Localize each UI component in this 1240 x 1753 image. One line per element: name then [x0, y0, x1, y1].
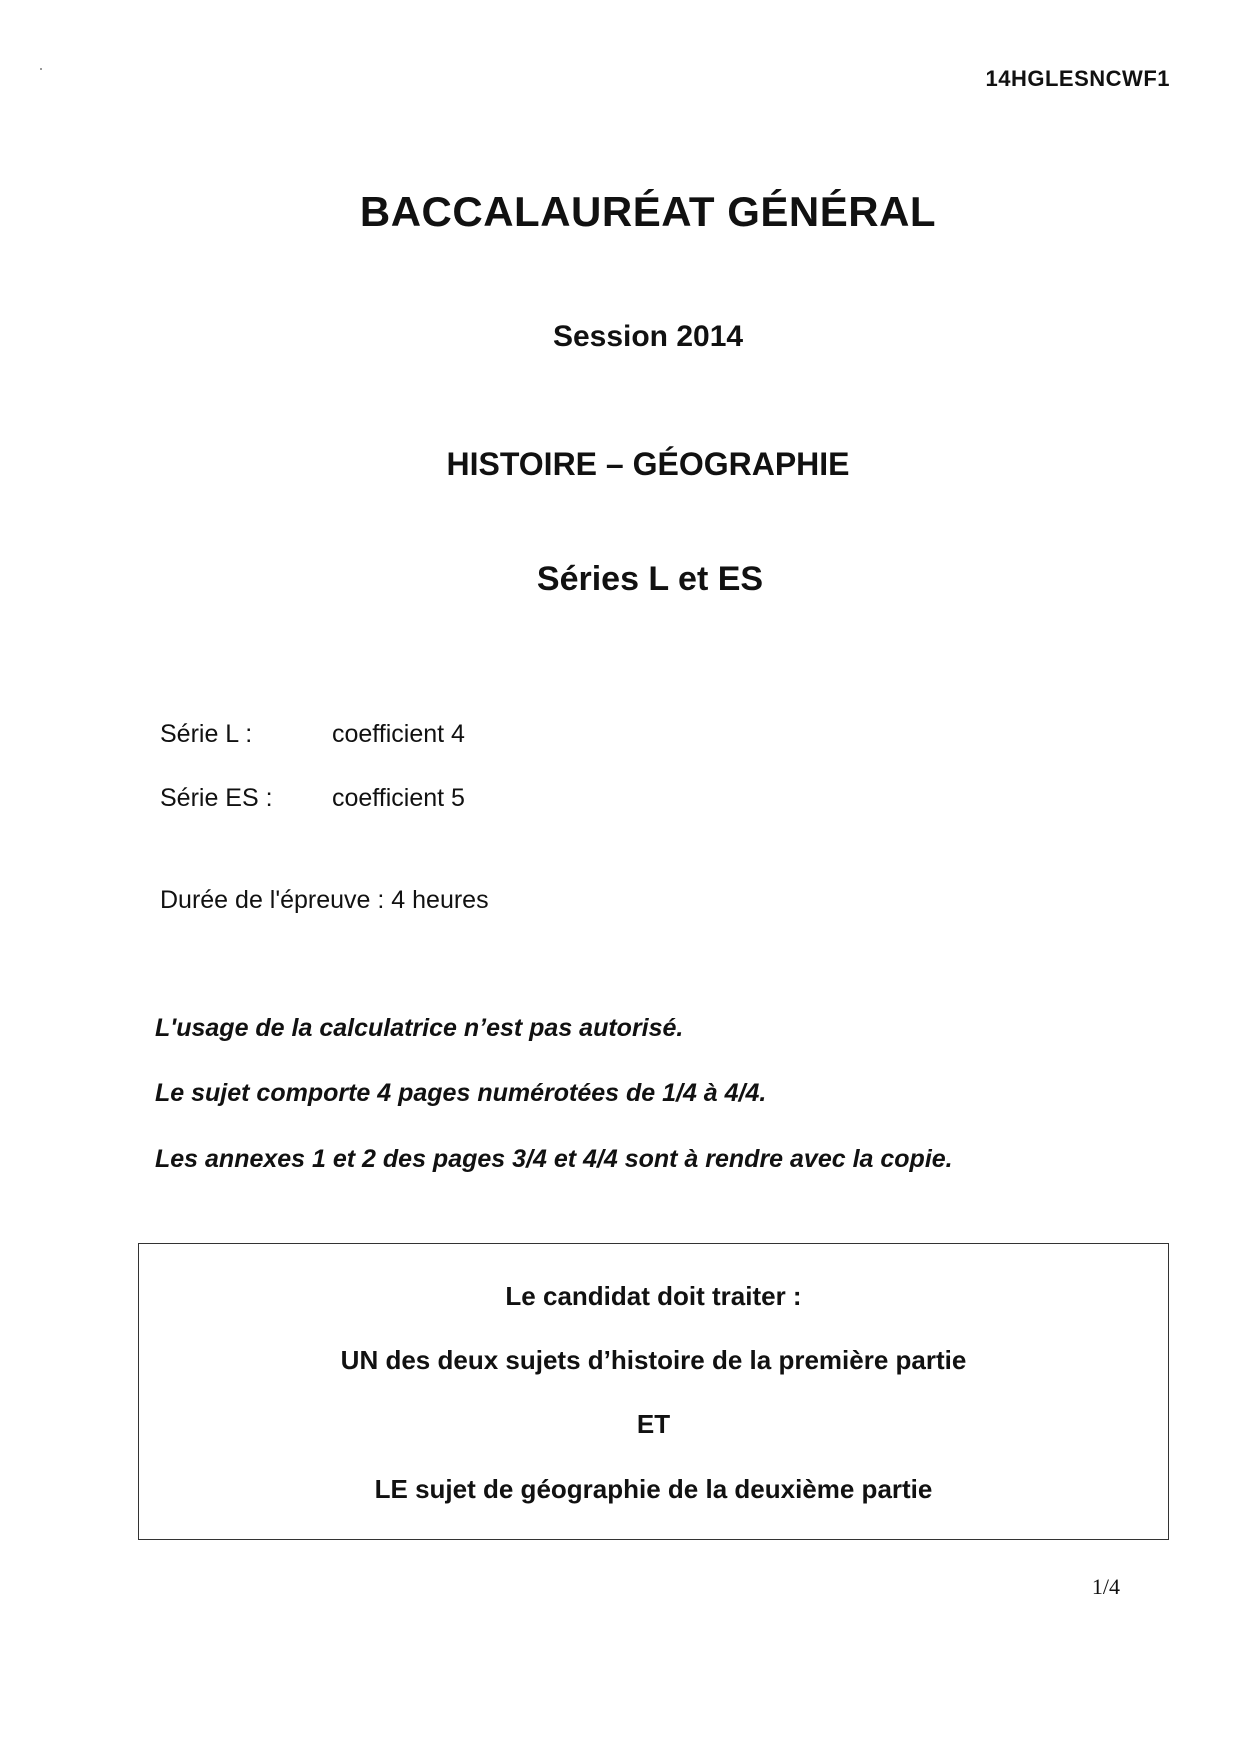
exam-title: BACCALAURÉAT GÉNÉRAL — [359, 188, 937, 235]
coefficient-label: Série ES : — [160, 784, 273, 812]
reference-code: 14HGLESNCWF1 — [985, 66, 1170, 91]
coefficient-row-l — [160, 720, 465, 749]
box-history-requirement: UN des deux sujets d’histoire de la première partie — [340, 1345, 967, 1375]
instruction-page-count: Le sujet comporte 4 pages numérotées de 1/4 à 4/4. — [155, 1079, 767, 1107]
scan-speck — [40, 68, 42, 70]
candidate-instructions-box — [138, 1243, 1169, 1540]
page-number: 1/4 — [1091, 1574, 1120, 1599]
session-year: Session 2014 — [552, 320, 744, 353]
exam-duration: Durée de l'épreuve : 4 heures — [160, 886, 489, 914]
coefficient-label: Série L : — [160, 720, 253, 748]
box-conjunction: ET — [636, 1409, 671, 1439]
instruction-annexes: Les annexes 1 et 2 des pages 3/4 et 4/4 sont à rendre avec la copie. — [155, 1145, 953, 1173]
instruction-calculator: L'usage de la calculatrice n’est pas autorisé. — [155, 1014, 684, 1042]
coefficient-value: coefficient 5 — [332, 784, 465, 812]
series-title: Séries L et ES — [536, 560, 764, 598]
box-geography-requirement: LE sujet de géographie de la deuxième partie — [374, 1474, 933, 1504]
coefficient-row-es — [160, 784, 465, 813]
subject-title: HISTOIRE – GÉOGRAPHIE — [446, 446, 850, 482]
box-heading: Le candidat doit traiter : — [505, 1281, 802, 1311]
coefficient-value: coefficient 4 — [332, 720, 465, 748]
